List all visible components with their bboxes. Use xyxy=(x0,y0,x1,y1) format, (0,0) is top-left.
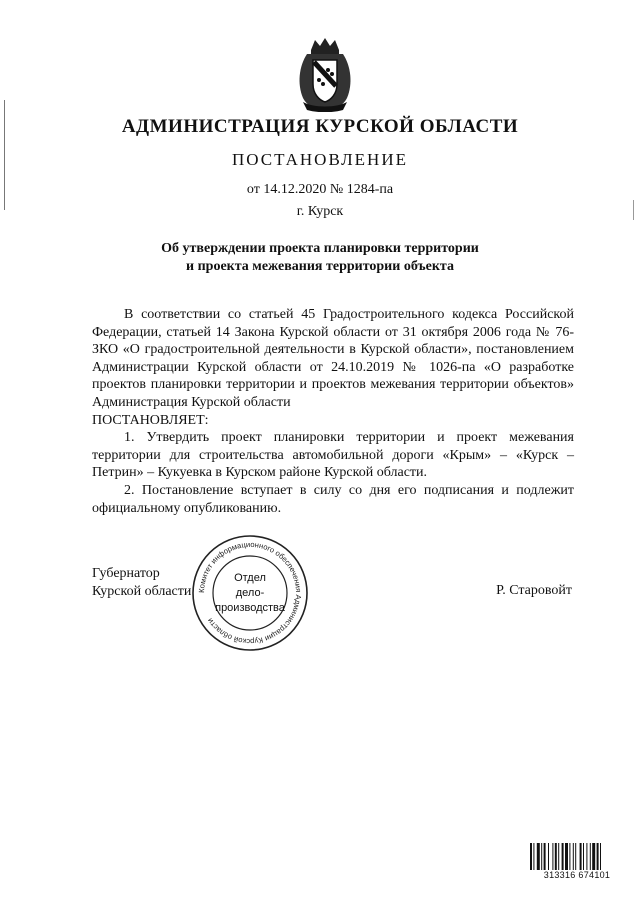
office-stamp xyxy=(190,533,310,653)
subject-line: Об утверждении проекта планировки территории xyxy=(161,241,479,256)
barcode-bar xyxy=(569,843,570,871)
document-type: ПОСТАНОВЛЕНИЕ xyxy=(231,150,408,169)
document-body xyxy=(92,306,574,517)
barcode-bar xyxy=(541,843,542,871)
barcode-bar xyxy=(600,843,601,871)
signatory-position xyxy=(92,565,191,601)
signatory-position-line: Губернатор xyxy=(92,566,160,581)
decree-item-2: 2. Постановление вступает в силу со дня его подписания и подлежит официальному опубликованию. xyxy=(92,482,574,516)
barcode-bar xyxy=(544,843,546,871)
barcode-bar xyxy=(537,843,540,871)
stamp-center-text: производства xyxy=(215,602,285,614)
decree-item-1: 1. Утвердить проект планировки территории и проект межевания территории для строительства автомобильной дороги «Крым» – «Курск – Петрин» – Кукуевка в Курском районе Курской области. xyxy=(92,430,574,481)
barcode-bar xyxy=(555,843,557,871)
stamp-ring-text: Комитет информационного обеспечения Администрации Курской области xyxy=(196,539,304,647)
barcode-bar xyxy=(548,843,549,871)
barcode-bar xyxy=(580,843,582,871)
barcode-bar xyxy=(530,843,532,871)
barcode-bar xyxy=(592,843,595,871)
barcode-bar xyxy=(573,843,574,871)
document-city: г. Курск xyxy=(296,204,344,219)
preamble-paragraph: В соответствии со статьей 45 Градостроительного кодекса Российской Федерации, статьей 14 Закона Курской области от 31 октября 2006 года № 76-ЗКО «О градостроительной деятельности в Курской области», постановлением Администрации Курской области от 24.10.2019 № 1026-па «О разработке проектов планировки территории и проектов межевания территории объектов» Администрация Курской области xyxy=(92,307,574,410)
barcode-bar xyxy=(597,843,599,871)
subject-line: и проекта межевания территории объекта xyxy=(186,259,454,274)
barcode-number: 313316 674101 xyxy=(530,870,624,880)
barcode-bar xyxy=(583,843,584,871)
decree-word: ПОСТАНОВЛЯЕТ: xyxy=(92,412,209,428)
barcode-bar xyxy=(562,843,564,871)
barcode xyxy=(530,843,624,887)
document-subject xyxy=(0,240,640,276)
barcode-bar xyxy=(533,843,534,871)
organization-title: АДМИНИСТРАЦИЯ КУРСКОЙ ОБЛАСТИ xyxy=(121,116,519,137)
document-date-number: от 14.12.2020 № 1284-па xyxy=(246,182,394,197)
barcode-bar xyxy=(586,843,587,871)
barcode-bar xyxy=(575,843,576,871)
barcode-bar xyxy=(590,843,591,871)
stamp-center-text: Отдел xyxy=(234,572,266,584)
signatory-name: Р. Старовойт xyxy=(496,583,572,598)
barcode-bar xyxy=(565,843,568,871)
barcode-bar xyxy=(552,843,553,871)
signatory-position-line: Курской области xyxy=(92,584,192,599)
coat-of-arms-icon xyxy=(293,36,357,112)
barcode-bar xyxy=(558,843,559,871)
stamp-center-text: дело- xyxy=(235,587,265,599)
